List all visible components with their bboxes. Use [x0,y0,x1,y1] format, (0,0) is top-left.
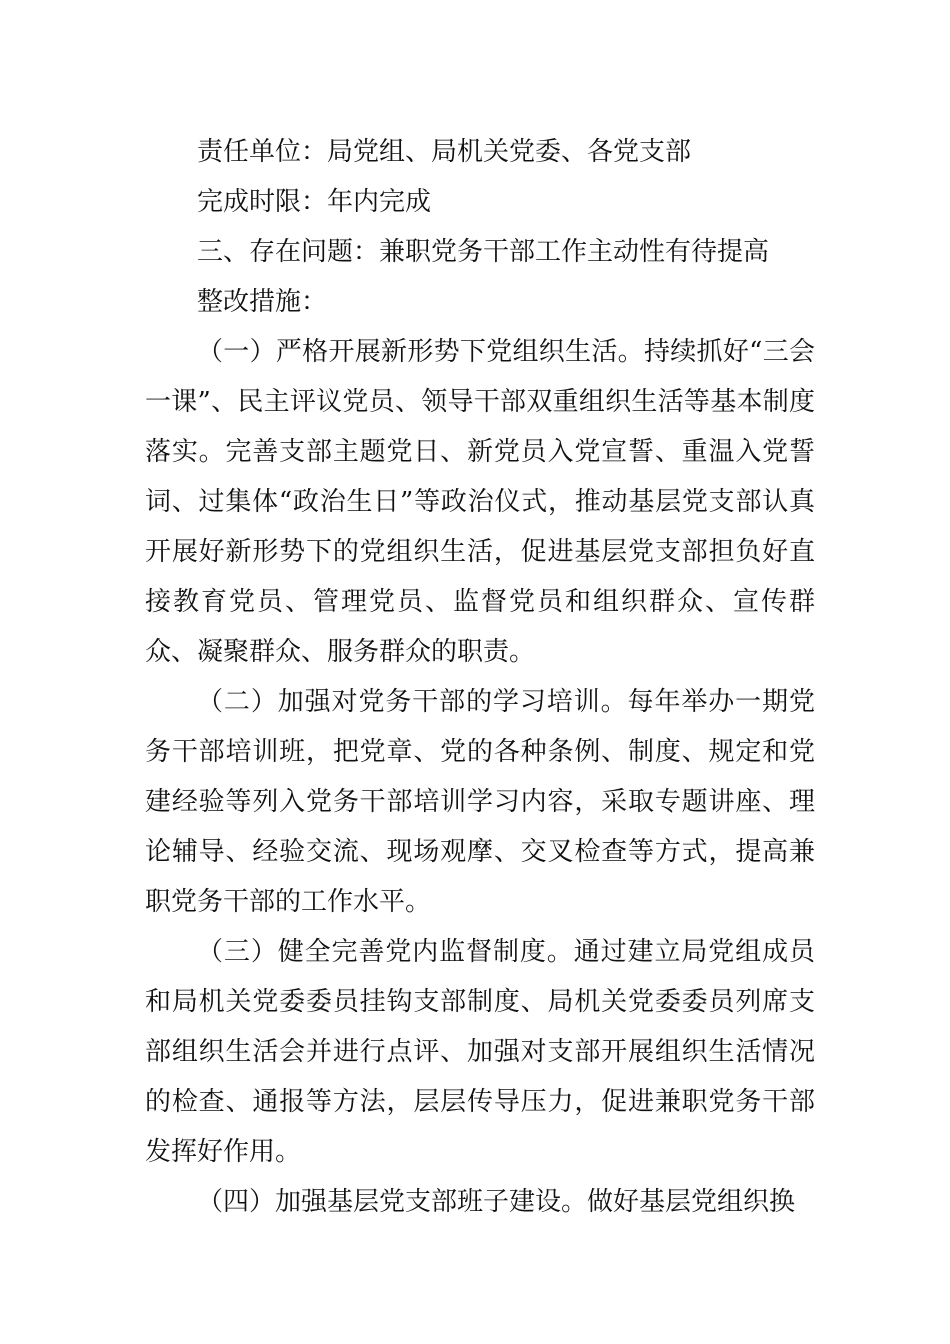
measure-paragraph-1: （一）严格开展新形势下党组织生活。持续抓好“三会一课”、民主评议党员、领导干部双重组织生活等基本制度落实。完善支部主题党日、新党员入党宣誓、重温入党誓词、过集体“政治生日”等政治仪式，推动基层党支部认真开展好新形势下的党组织生活，促进基层党支部担负好直接教育党员、管理党员、监督党员和组织群众、宣传群众、凝聚群众、服务群众的职责。 [145,337,815,667]
document-body [145,127,815,1227]
issue-title: 三、存在问题：兼职党务干部工作主动性有待提高 [197,237,770,267]
measure-paragraph-2: （二）加强对党务干部的学习培训。每年举办一期党务干部培训班，把党章、党的各种条例、制度、规定和党建经验等列入党务干部培训学习内容，采取专题讲座、理论辅导、经验交流、现场观摩、交叉检查等方式，提高兼职党务干部的工作水平。 [145,687,815,917]
measure-paragraph-4: （四）加强基层党支部班子建设。做好基层党组织换 [197,1187,796,1217]
deadline-line: 完成时限：年内完成 [197,187,432,217]
responsible-unit-line: 责任单位：局党组、局机关党委、各党支部 [197,137,692,167]
measure-paragraph-3: （三）健全完善党内监督制度。通过建立局党组成员和局机关党委委员挂钩支部制度、局机关党委委员列席支部组织生活会并进行点评、加强对支部开展组织生活情况的检查、通报等方法，层层传导压力，促进兼职党务干部发挥好作用。 [145,937,815,1167]
measures-label: 整改措施： [197,287,328,317]
